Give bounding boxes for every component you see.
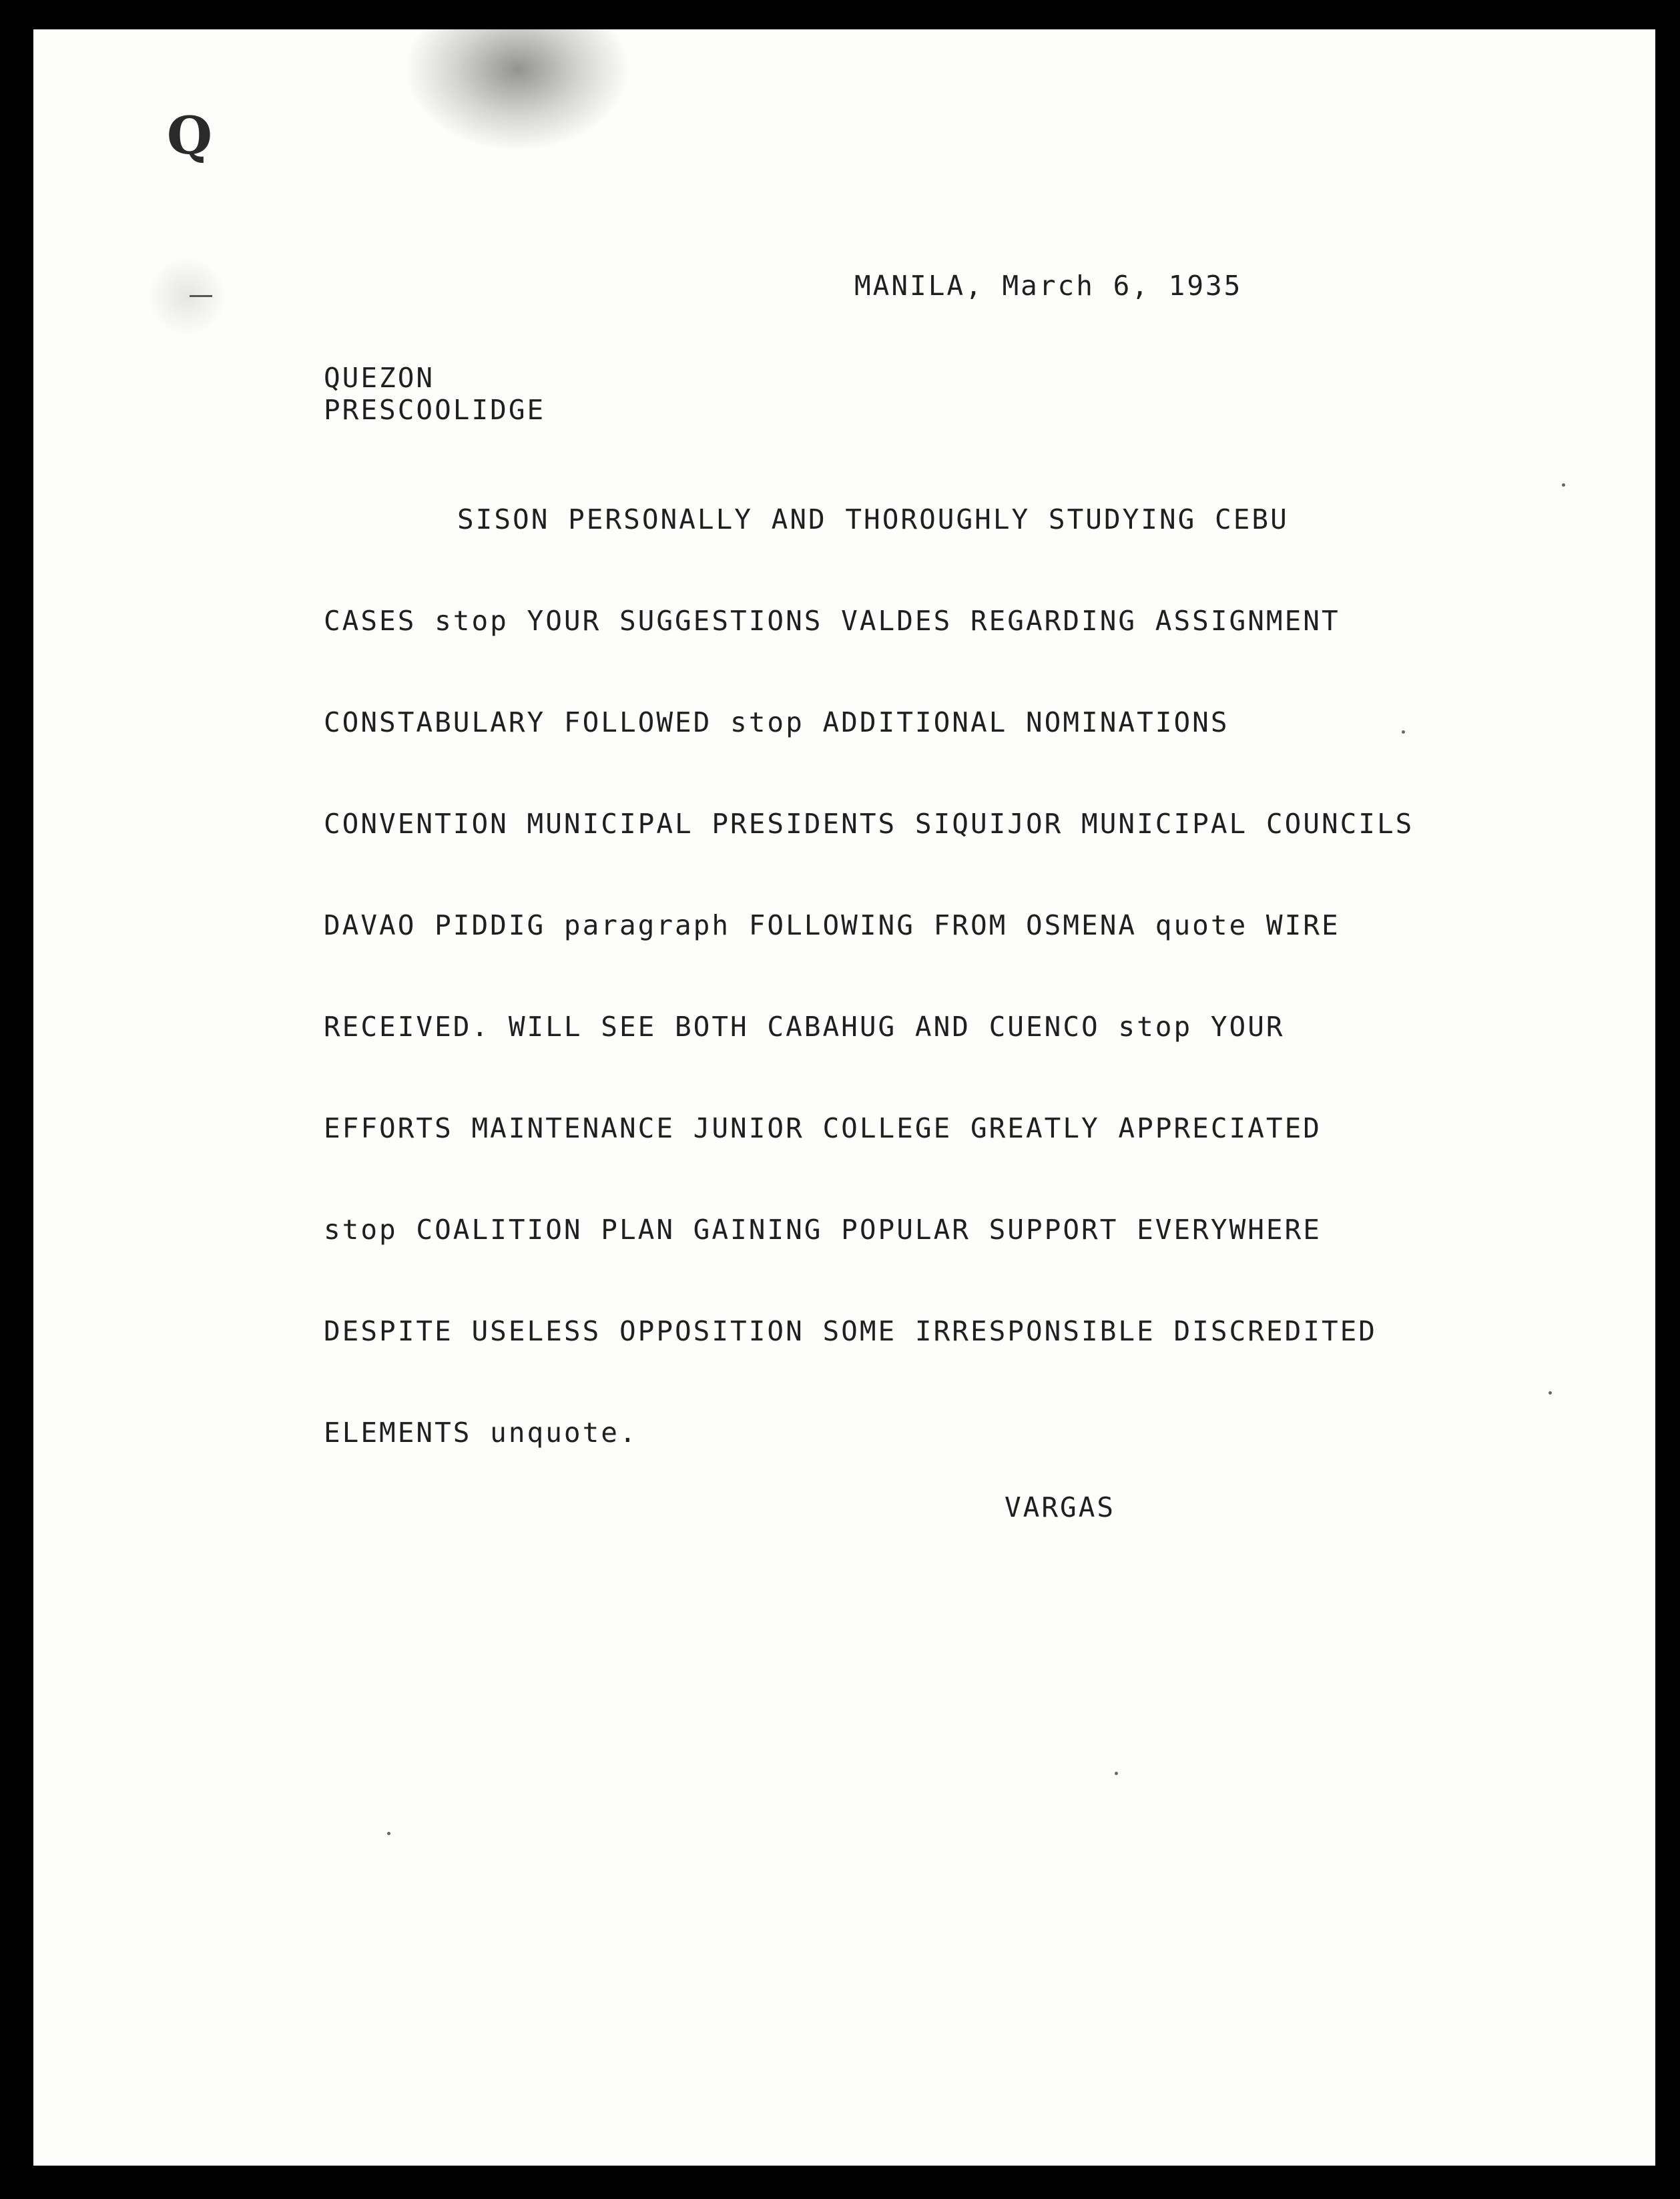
body-line-10: ELEMENTS unquote. xyxy=(324,1417,638,1449)
addressee-line-2: PRESCOOLIDGE xyxy=(324,394,546,426)
dateline: MANILA, March 6, 1935 xyxy=(854,270,1243,302)
faint-smudge xyxy=(147,256,227,336)
ink-smudge xyxy=(407,29,627,150)
body-line-6: RECEIVED. WILL SEE BOTH CABAHUG AND CUENCO stop YOUR xyxy=(324,1011,1285,1043)
body-line-2: CASES stop YOUR SUGGESTIONS VALDES REGARDING ASSIGNMENT xyxy=(324,605,1340,637)
margin-dash xyxy=(190,295,212,297)
paper-speck xyxy=(387,1832,390,1835)
body-line-4: CONVENTION MUNICIPAL PRESIDENTS SIQUIJOR MUNICIPAL COUNCILS xyxy=(324,808,1414,840)
body-line-8: stop COALITION PLAN GAINING POPULAR SUPPORT EVERYWHERE xyxy=(324,1214,1322,1246)
paper-speck xyxy=(1115,1772,1118,1775)
body-line-7: EFFORTS MAINTENANCE JUNIOR COLLEGE GREATLY APPRECIATED xyxy=(324,1112,1322,1144)
body-line-1: SISON PERSONALLY AND THOROUGHLY STUDYING CEBU xyxy=(457,503,1289,535)
margin-mark: Q xyxy=(167,105,212,166)
paper-speck xyxy=(1562,483,1565,487)
signature: VARGAS xyxy=(1005,1491,1116,1523)
body-line-3: CONSTABULARY FOLLOWED stop ADDITIONAL NOMINATIONS xyxy=(324,706,1229,738)
body-line-5: DAVAO PIDDIG paragraph FOLLOWING FROM OSMENA quote WIRE xyxy=(324,909,1340,941)
paper-speck xyxy=(1402,730,1405,734)
addressee-line-1: QUEZON xyxy=(324,362,435,394)
body-line-9: DESPITE USELESS OPPOSITION SOME IRRESPONSIBLE DISCREDITED xyxy=(324,1315,1377,1347)
paper-speck xyxy=(1549,1391,1552,1395)
document-page xyxy=(33,29,1655,2166)
